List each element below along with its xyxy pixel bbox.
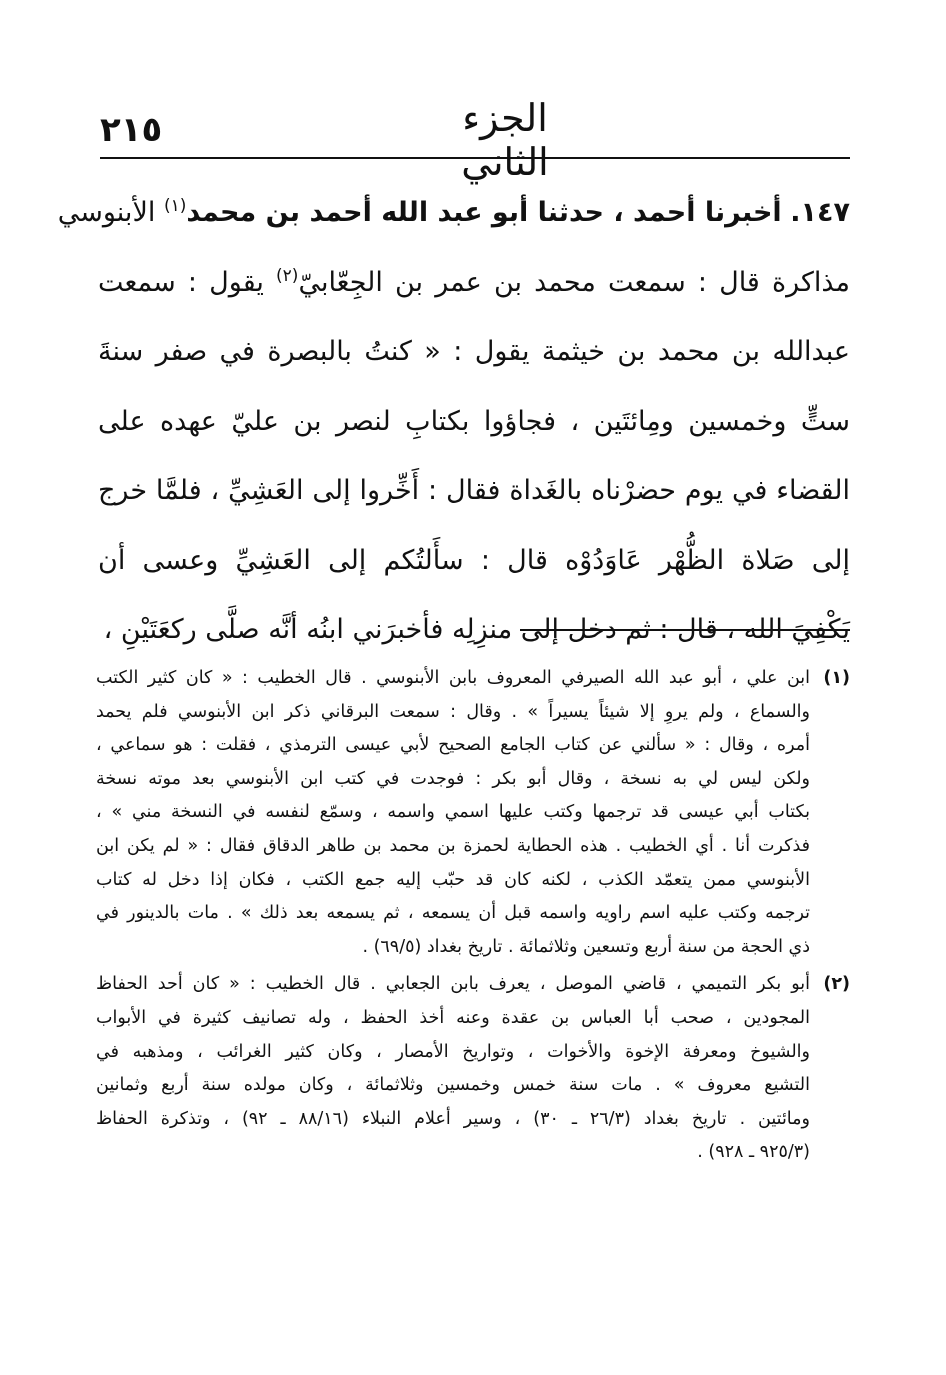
footnote-separator bbox=[520, 629, 850, 631]
footnote-line: المجودين ، صحب أبا العباس بن عقدة وعنه أخذ الحفظ ، وله تصانيف كثيرة في الأبواب bbox=[96, 1007, 810, 1028]
main-line-1-tail: الأبنوسي bbox=[57, 197, 156, 228]
main-line-2 bbox=[98, 248, 850, 318]
main-line-5: القضاء في يوم حضرْناه بالغَداة فقال : أَخِّروا إلى العَشِيِّ ، فلمَّا خرج bbox=[98, 475, 850, 506]
main-line-7: يَكْفِيَ الله ، قال : ثم دخل إلى منزِلِه فأخبرَني ابنُه أنَّه صلَّى ركعَتَيْنِ ، bbox=[103, 614, 850, 645]
footnote-line: ومائتين . تاريخ بغداد (٢٦/٣ ـ ٣٠) ، وسير أعلام النبلاء (٨٨/١٦ ـ ٩٢) ، وتذكرة الحفاظ bbox=[96, 1108, 810, 1129]
hadith-number: ١٤٧. bbox=[790, 197, 850, 228]
main-line-1-text: أخبرنا أحمد ، حدثنا أبو عبد الله أحمد بن محمد bbox=[186, 197, 782, 228]
footnote-marker: (١) bbox=[823, 668, 850, 688]
footnote-line: فذكرت أنا . أي الخطيب . هذه الحطاية لحمزة بن محمد بن طاهر الدقاق فقال : « لم يكن ابن bbox=[96, 835, 810, 856]
footnote-line: أبو بكر التميمي ، قاضي الموصل ، يعرف بابن الجعابي . قال الخطيب : « كان أحد الحفاظ bbox=[96, 974, 810, 995]
footnote-line: والسماع ، ولم يروِ إلا شيئاً يسيراً » . وقال : سمعت البرقاني ذكر ابن الأبنوسي فلم يحمد bbox=[96, 701, 810, 722]
footnote-line: ولكن ليس لي به نسخة ، وقال أبو بكر : فوجدت في كتب ابن الأبنوسي بعد موته نسخة bbox=[96, 768, 810, 789]
running-title: الجزء الثاني bbox=[461, 96, 549, 184]
footnote-line: (٩٢٥/٣ ـ ٩٢٨) . bbox=[697, 1142, 810, 1163]
footnotes bbox=[96, 662, 850, 1174]
main-line-6: إلى صَلاة الظُّهْر عَاوَدُوْه قال : سأَلتُكم إلى العَشِيِّ وعسى أن bbox=[98, 544, 850, 576]
page-header bbox=[100, 96, 850, 184]
main-line-2-text: مذاكرة قال : سمعت محمد بن عمر بن الجِعّابيّ bbox=[298, 266, 850, 298]
footnote-ref-2: (٢) bbox=[276, 265, 299, 286]
footnote-line: الأبنوسي ممن يتعمّد الكذب ، لكنه كان قد حبّب إليه جمع الكتب ، فكان إذا دخل له كتاب bbox=[96, 869, 810, 890]
footnote-line: بكتاب أبي عيسى قد ترجمها وكتب عليها اسمي واسمه ، وسمّع لنفسه في النسخة مني » ، bbox=[96, 802, 810, 823]
header-rule bbox=[100, 157, 850, 159]
footnote-line: أمره ، وقال : « سألني عن كتاب الجامع الصحيح لأبي عيسى الترمذي ، فقلت : هو سماعي ، bbox=[96, 735, 810, 756]
footnote-line: ابن علي ، أبو عبد الله الصيرفي المعروف بابن الأبنوسي . قال الخطيب : « كان كثير الكتب bbox=[96, 668, 810, 688]
main-text bbox=[57, 178, 850, 665]
main-line-3: عبدالله بن محمد بن خيثمة يقول : « كنتُ بالبصرة في صفر سنةَ bbox=[98, 336, 850, 367]
main-line-2-tail: يقول : سمعت bbox=[98, 266, 264, 298]
footnote-1 bbox=[96, 662, 850, 964]
footnote-line: التشيع معروف » . مات سنة خمس وخمسين وثلاثمائة ، وكان مولده سنة أربع وثمانين bbox=[96, 1075, 810, 1096]
footnote-marker: (٢) bbox=[823, 974, 850, 995]
main-line-1 bbox=[57, 178, 850, 248]
footnote-line: ترجمه وكتب عليه اسم راويه واسمه قبل أن يسمعه ، ثم يسمعه بعد ذلك » . مات بالدينور في bbox=[96, 903, 810, 924]
footnote-line: ذي الحجة من سنة أربع وتسعين وثلاثمائة . تاريخ بغداد (٦٩/٥) . bbox=[362, 936, 810, 957]
footnote-ref-1: (١) bbox=[163, 196, 187, 216]
footnote-line: والشيوخ ومعرفة الإخوة والأخوات ، وتواريخ الأمصار ، وكان كثير الغرائب ، ومذهبه في bbox=[96, 1041, 810, 1062]
main-line-4: ستٍّ وخمسين ومِائتَين ، فجاؤوا بكتابِ لنصر بن عليّ عهده على bbox=[98, 405, 850, 437]
page-number: ٢١٥ bbox=[100, 110, 163, 150]
footnote-2 bbox=[96, 968, 850, 1170]
